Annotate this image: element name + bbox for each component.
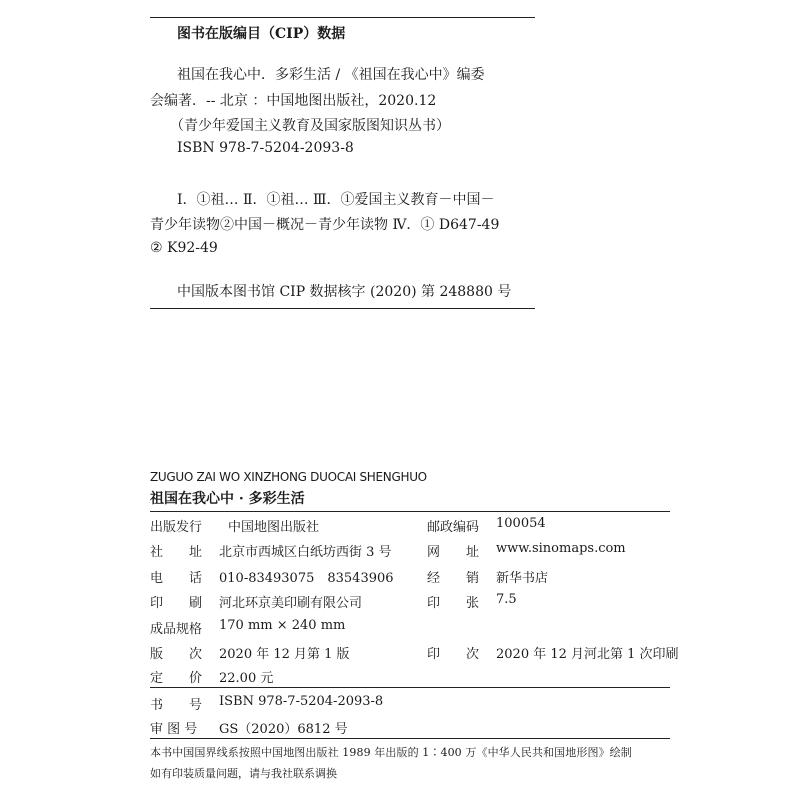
label-printing: 印 次 (427, 647, 480, 662)
label-format: 成品规格 (150, 622, 203, 637)
label-isbn: 书 号 (150, 698, 203, 713)
value-isbn: ISBN 978-7-5204-2093-8 (219, 694, 384, 709)
imprint-bottom-rule (150, 738, 670, 739)
value-postcode: 100054 (496, 516, 546, 531)
imprint-middle-rule (150, 687, 670, 688)
value-edition: 2020 年 12 月第 1 版 (219, 647, 350, 662)
cip-top-rule (150, 17, 535, 18)
cip-classification-line: ② K92-49 (150, 240, 218, 256)
cip-isbn-line: ISBN 978-7-5204-2093-8 (177, 140, 354, 156)
cip-bottom-rule (150, 308, 535, 309)
cip-heading: 图书在版编目（CIP）数据 (177, 26, 346, 42)
value-website[interactable]: www.sinomaps.com (496, 541, 626, 556)
pinyin-title: ZUGUO ZAI WO XINZHONG DUOCAI SHENGHUO (150, 470, 427, 484)
label-address: 社 址 (150, 545, 203, 560)
footnote-quality: 如有印装质量问题，请与我社联系调换 (150, 767, 337, 780)
value-map-approval: GS（2020）6812 号 (219, 722, 348, 737)
footnote-borders: 本书中国国界线系按照中国地图出版社 1989 年出版的 1∶400 万《中华人民共和国地形图》绘制 (150, 746, 632, 759)
value-distributor: 新华书店 (496, 571, 549, 586)
book-title: 祖国在我心中 · 多彩生活 (150, 491, 305, 507)
value-sheets: 7.5 (496, 592, 517, 607)
value-publisher: 中国地图出版社 (228, 520, 320, 535)
imprint-top-rule (150, 511, 670, 512)
cip-record-line: 祖国在我心中．多彩生活 / 《祖国在我心中》编委 (177, 67, 485, 83)
cip-record-line: 会编著．-- 北京 ：中国地图出版社，2020.12 (150, 93, 437, 109)
label-publisher: 出版发行 (150, 520, 203, 535)
label-phone: 电 话 (150, 571, 203, 586)
cip-classification-line: Ⅰ．①祖… Ⅱ．①祖… Ⅲ．①爱国主义教育－中国－ (177, 192, 495, 208)
cip-record-line: （青少年爱国主义教育及国家版图知识丛书） (170, 118, 450, 134)
value-phone: 010-83493075 83543906 (219, 571, 394, 586)
label-postcode: 邮政编码 (427, 520, 480, 535)
value-printing: 2020 年 12 月河北第 1 次印刷 (496, 647, 679, 662)
label-distributor: 经 销 (427, 571, 480, 586)
value-printer: 河北环京美印刷有限公司 (219, 596, 363, 611)
label-price: 定 价 (150, 671, 203, 686)
label-sheets: 印 张 (427, 596, 480, 611)
cip-number: 中国版本图书馆 CIP 数据核字 (2020) 第 248880 号 (177, 284, 512, 300)
cip-classification-line: 青少年读物②中国－概况－青少年读物 Ⅳ．① D647-49 (150, 217, 500, 233)
value-address: 北京市西城区白纸坊西街 3 号 (219, 545, 392, 560)
label-map-approval: 审 图 号 (150, 722, 198, 737)
label-printer: 印 刷 (150, 596, 203, 611)
label-edition: 版 次 (150, 647, 203, 662)
value-price: 22.00 元 (219, 671, 274, 686)
label-website: 网 址 (427, 545, 480, 560)
value-format: 170 mm × 240 mm (219, 618, 346, 633)
